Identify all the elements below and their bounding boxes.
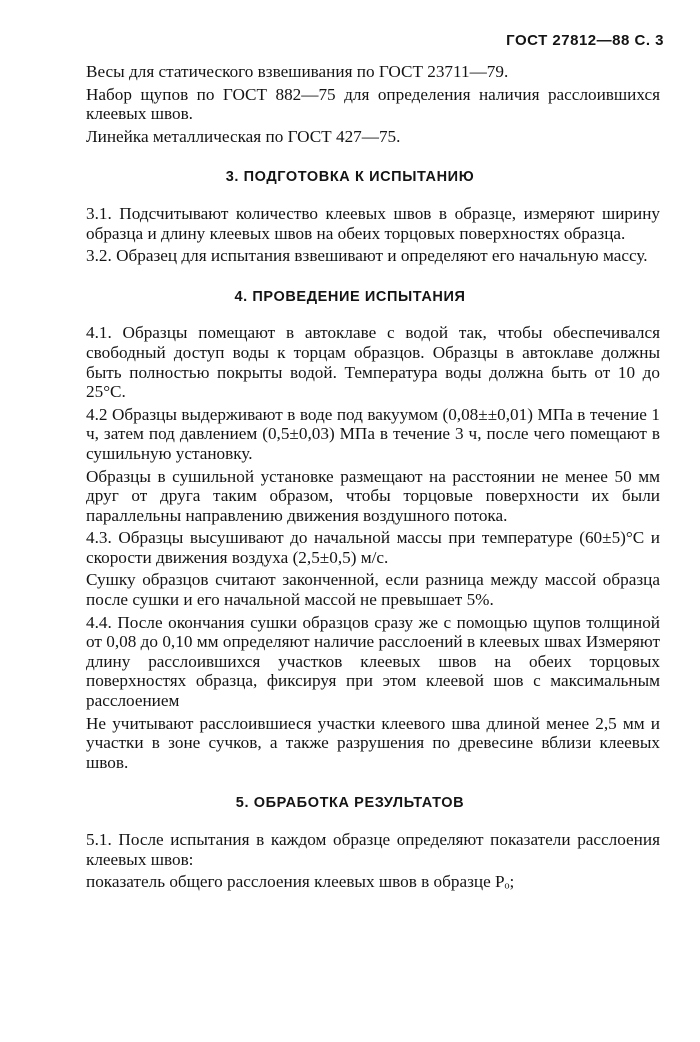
paragraph-3-1: 3.1. Подсчитывают количество клеевых швов в образце, измеряют ширину образца и длину клеевых швов на обеих торцовых поверхностях образца. bbox=[86, 203, 660, 243]
equipment-item-scales: Весы для статического взвешивания по ГОСТ 23711—79. bbox=[86, 62, 509, 81]
paragraph-4-2: 4.2 Образцы выдерживают в воде под вакуумом (0,08±±0,01) МПа в течение 1 ч, затем под давлением (0,5±0,03) МПа в течение 3 ч, после чего помещают в сушильную установку. bbox=[86, 404, 660, 463]
running-head: ГОСТ 27812—88 С. 3 bbox=[506, 32, 664, 49]
page-content bbox=[86, 62, 660, 895]
equipment-item-feelers: Набор щупов по ГОСТ 882—75 для определения наличия расслоившихся клеевых швов. bbox=[86, 84, 660, 124]
paragraph-4-1: 4.1. Образцы помещают в автоклаве с водой так, чтобы обеспечивался свободный доступ воды к торцам образцов. Образцы в автоклаве должны быть полностью покрыты водой. Температура воды должна быть от 10 до 25°С. bbox=[86, 323, 660, 402]
paragraph-4-4-exclusions: Не учитывают расслоившиеся участки клеевого шва длиной менее 2,5 мм и участки в зоне сучков, а также разрушения по древесине вблизи клеевых швов. bbox=[86, 713, 660, 772]
paragraph-3-2: 3.2. Образец для испытания взвешивают и определяют его начальную массу. bbox=[86, 246, 648, 266]
paragraph-4-4: 4.4. После окончания сушки образцов сразу же с помощью щупов толщиной от 0,08 до 0,10 мм определяют наличие расслоений в клеевых швах Измеряют длину расслоившихся участков клеевых швов на обеих торцовых поверхностях образца, фиксируя при этом клеевой шов с максимальным расслоением bbox=[86, 612, 660, 711]
section-5-heading: 5. ОБРАБОТКА РЕЗУЛЬТАТОВ bbox=[235, 795, 465, 812]
paragraph-4-3-completion: Сушку образцов считают законченной, если разница между массой образца после сушки и его начальной массой не превышает 5%. bbox=[86, 570, 660, 610]
section-4-heading: 4. ПРОВЕДЕНИЕ ИСПЫТАНИЯ bbox=[234, 288, 466, 305]
paragraph-5-1-item: показатель общего расслоения клеевых швов в образце Pₒ; bbox=[86, 872, 515, 892]
paragraph-4-2-placement: Образцы в сушильной установке размещают на расстоянии не менее 50 мм друг от друга таким образом, чтобы торцовые поверхности их были параллельны направлению движения воздушного потока. bbox=[86, 466, 660, 525]
paragraph-5-1: 5.1. После испытания в каждом образце определяют показатели расслоения клеевых швов: bbox=[86, 830, 660, 869]
equipment-item-ruler: Линейка металлическая по ГОСТ 427—75. bbox=[86, 126, 401, 146]
paragraph-4-3: 4.3. Образцы высушивают до начальной массы при температуре (60±5)°С и скорости движения воздуха (2,5±0,5) м/с. bbox=[86, 528, 660, 567]
section-3-heading: 3. ПОДГОТОВКА К ИСПЫТАНИЮ bbox=[225, 169, 475, 186]
